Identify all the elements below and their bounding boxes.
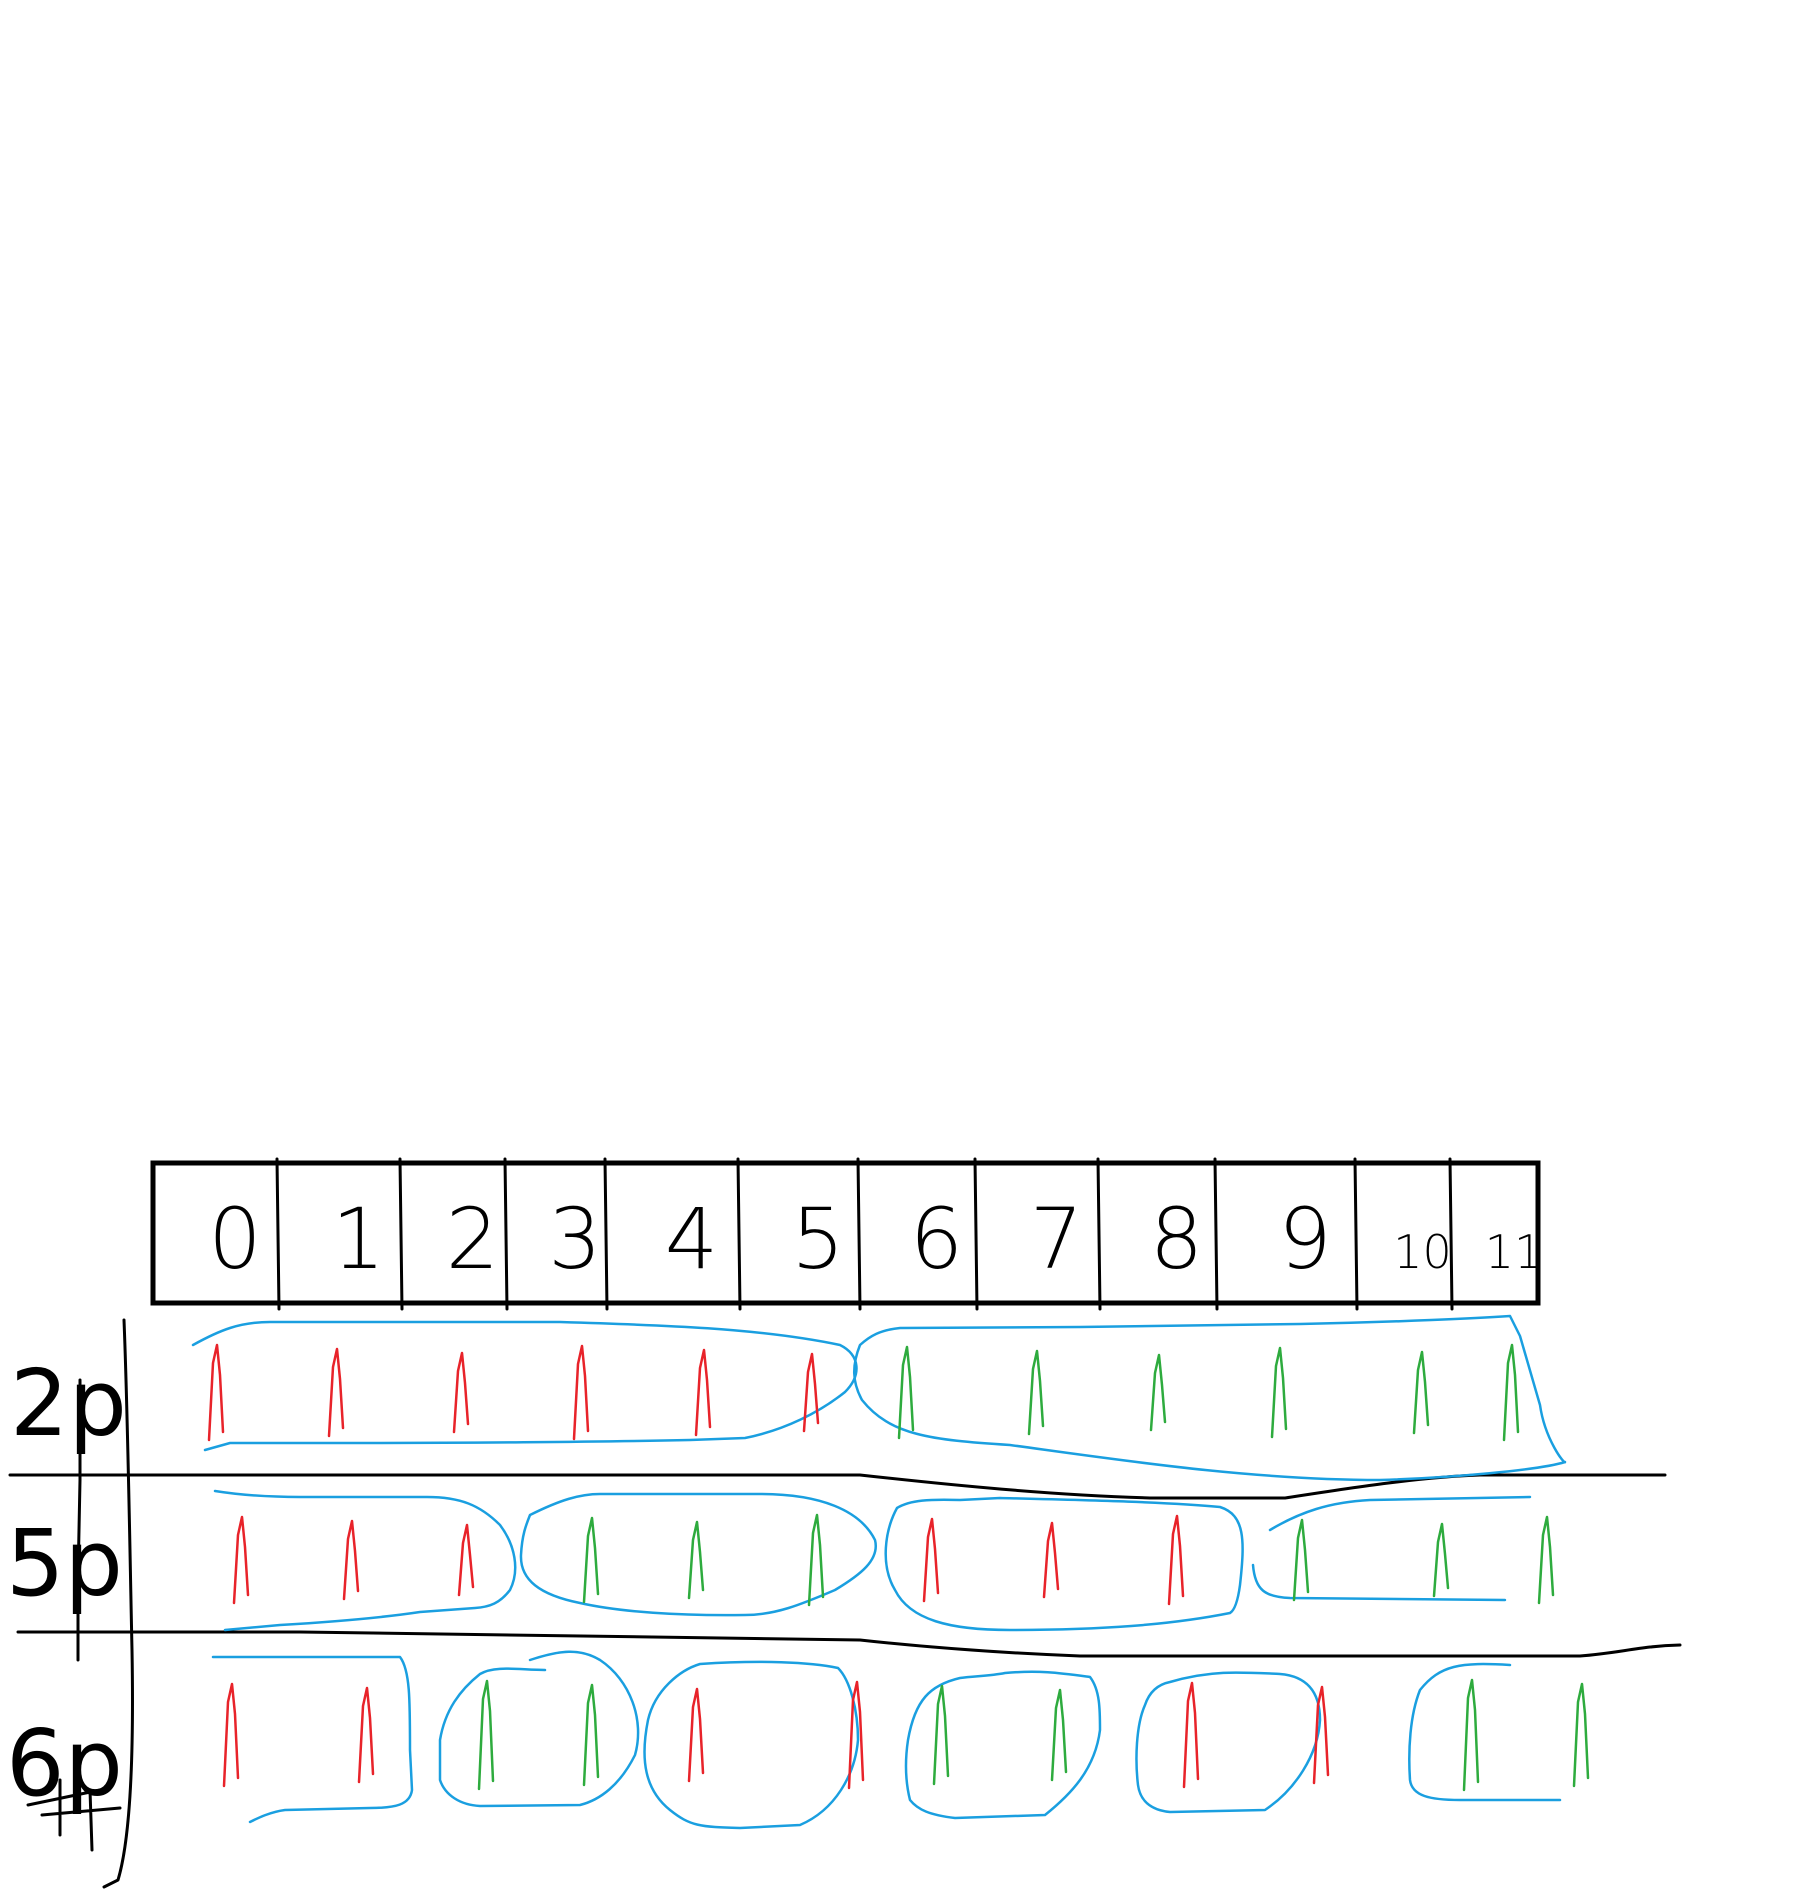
cell-labels bbox=[208, 1190, 1543, 1288]
tally-mark-green bbox=[1539, 1517, 1553, 1603]
cell-divider bbox=[975, 1159, 977, 1309]
tally-mark-green bbox=[1052, 1690, 1066, 1780]
tally-mark-green bbox=[1574, 1684, 1588, 1786]
cell-divider bbox=[277, 1159, 279, 1309]
tally-mark-red bbox=[804, 1354, 818, 1431]
tally-mark-green bbox=[1414, 1352, 1428, 1433]
cell-divider bbox=[738, 1159, 740, 1309]
cell-label-2: 2 bbox=[445, 1190, 500, 1288]
cell-label-0: 0 bbox=[208, 1190, 262, 1288]
tally-mark-red bbox=[696, 1350, 710, 1435]
tally-mark-red bbox=[1169, 1516, 1183, 1604]
tally-marks bbox=[209, 1345, 1588, 1790]
row-separator bbox=[18, 1632, 1680, 1656]
tally-mark-green bbox=[584, 1685, 598, 1785]
row-label: 2p bbox=[10, 1350, 127, 1457]
cell-divider bbox=[505, 1159, 507, 1309]
group-loops bbox=[193, 1316, 1565, 1828]
tally-mark-red bbox=[1184, 1683, 1198, 1787]
cell-label-9: 9 bbox=[1278, 1190, 1332, 1288]
tally-mark-green bbox=[934, 1686, 948, 1784]
cell-label-11: 11 bbox=[1484, 1225, 1544, 1279]
cell-divider bbox=[1355, 1159, 1357, 1309]
tally-mark-green bbox=[479, 1681, 493, 1789]
cell-label-10: 10 bbox=[1393, 1225, 1452, 1279]
tally-mark-red bbox=[574, 1346, 588, 1439]
tally-mark-green bbox=[1151, 1355, 1165, 1430]
tally-mark-red bbox=[234, 1517, 248, 1603]
cell-label-8: 8 bbox=[1149, 1190, 1204, 1288]
tally-mark-green bbox=[1464, 1680, 1478, 1790]
cell-label-5: 5 bbox=[791, 1190, 845, 1288]
group-loop bbox=[1409, 1664, 1560, 1800]
group-loop bbox=[854, 1316, 1565, 1480]
tally-mark-red bbox=[689, 1689, 703, 1781]
tally-mark-green bbox=[1504, 1345, 1518, 1440]
tally-mark-red bbox=[329, 1349, 343, 1436]
tally-mark-green bbox=[1294, 1520, 1308, 1600]
group-loop bbox=[1136, 1672, 1320, 1812]
group-loop bbox=[440, 1652, 638, 1806]
tally-mark-green bbox=[689, 1522, 703, 1598]
row-label: 6p bbox=[6, 1710, 123, 1817]
index-table bbox=[153, 1159, 1543, 1309]
group-loop bbox=[193, 1322, 856, 1450]
cell-label-3: 3 bbox=[548, 1190, 602, 1288]
group-loop bbox=[213, 1657, 412, 1822]
cell-label-1: 1 bbox=[331, 1190, 386, 1288]
cell-label-7: 7 bbox=[1029, 1190, 1084, 1288]
tally-mark-red bbox=[924, 1519, 938, 1601]
tally-mark-red bbox=[454, 1353, 468, 1432]
tally-mark-green bbox=[1272, 1348, 1286, 1437]
tally-mark-red bbox=[344, 1521, 358, 1599]
cell-divider bbox=[400, 1159, 402, 1309]
tally-mark-green bbox=[1434, 1524, 1448, 1596]
tally-mark-red bbox=[224, 1684, 238, 1786]
tally-mark-green bbox=[584, 1518, 598, 1602]
cell-divider bbox=[1215, 1159, 1217, 1309]
group-loop bbox=[644, 1662, 858, 1828]
tally-mark-green bbox=[809, 1515, 823, 1605]
row-label: 5p bbox=[6, 1510, 123, 1617]
tally-mark-red bbox=[459, 1525, 473, 1595]
cell-divider bbox=[605, 1159, 607, 1309]
tally-mark-red bbox=[209, 1345, 223, 1440]
tally-mark-green bbox=[899, 1347, 913, 1438]
group-loop bbox=[886, 1498, 1243, 1630]
tally-mark-green bbox=[1029, 1351, 1043, 1434]
tally-mark-red bbox=[359, 1688, 373, 1782]
cell-label-4: 4 bbox=[664, 1190, 719, 1288]
cell-label-6: 6 bbox=[909, 1190, 964, 1288]
tally-mark-red bbox=[1314, 1687, 1328, 1783]
row-labels bbox=[6, 1350, 127, 1817]
tally-mark-red bbox=[1044, 1523, 1058, 1597]
cell-divider bbox=[1098, 1159, 1100, 1309]
cell-divider bbox=[858, 1159, 860, 1309]
